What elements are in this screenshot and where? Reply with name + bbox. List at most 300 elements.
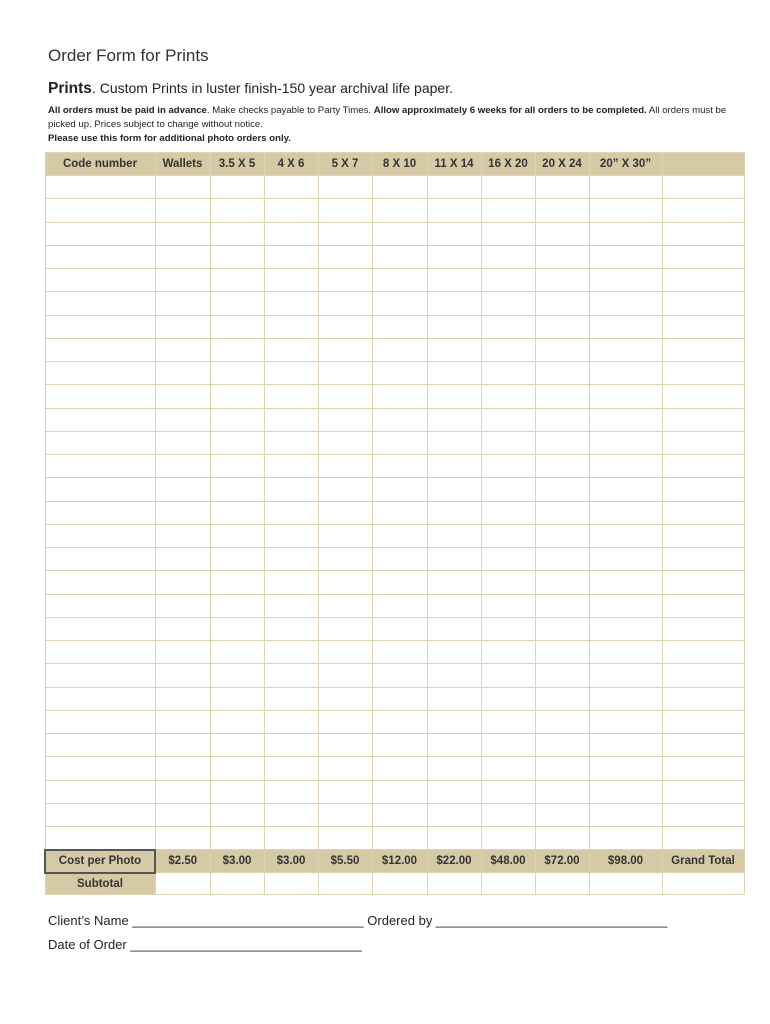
quantity-cell[interactable] bbox=[427, 734, 481, 757]
quantity-cell[interactable] bbox=[662, 478, 744, 501]
quantity-cell[interactable] bbox=[155, 827, 210, 850]
quantity-cell[interactable] bbox=[589, 315, 662, 338]
subtotal-cell[interactable] bbox=[264, 873, 318, 895]
quantity-cell[interactable] bbox=[264, 687, 318, 710]
quantity-cell[interactable] bbox=[372, 431, 427, 454]
quantity-cell[interactable] bbox=[210, 362, 264, 385]
quantity-cell[interactable] bbox=[662, 803, 744, 826]
quantity-cell[interactable] bbox=[481, 664, 535, 687]
quantity-cell[interactable] bbox=[210, 269, 264, 292]
quantity-cell[interactable] bbox=[481, 548, 535, 571]
quantity-cell[interactable] bbox=[481, 362, 535, 385]
quantity-cell[interactable] bbox=[589, 548, 662, 571]
quantity-cell[interactable] bbox=[155, 455, 210, 478]
quantity-cell[interactable] bbox=[264, 548, 318, 571]
quantity-cell[interactable] bbox=[155, 245, 210, 268]
quantity-cell[interactable] bbox=[210, 687, 264, 710]
quantity-cell[interactable] bbox=[155, 664, 210, 687]
code-number-cell[interactable] bbox=[45, 664, 155, 687]
quantity-cell[interactable] bbox=[372, 687, 427, 710]
subtotal-cell[interactable] bbox=[427, 873, 481, 895]
quantity-cell[interactable] bbox=[427, 617, 481, 640]
quantity-cell[interactable] bbox=[535, 245, 589, 268]
quantity-cell[interactable] bbox=[372, 710, 427, 733]
quantity-cell[interactable] bbox=[372, 827, 427, 850]
quantity-cell[interactable] bbox=[318, 269, 372, 292]
subtotal-cell[interactable] bbox=[481, 873, 535, 895]
quantity-cell[interactable] bbox=[535, 827, 589, 850]
quantity-cell[interactable] bbox=[318, 222, 372, 245]
quantity-cell[interactable] bbox=[481, 524, 535, 547]
quantity-cell[interactable] bbox=[372, 571, 427, 594]
quantity-cell[interactable] bbox=[318, 548, 372, 571]
quantity-cell[interactable] bbox=[535, 431, 589, 454]
quantity-cell[interactable] bbox=[589, 408, 662, 431]
quantity-cell[interactable] bbox=[535, 385, 589, 408]
quantity-cell[interactable] bbox=[481, 292, 535, 315]
quantity-cell[interactable] bbox=[481, 478, 535, 501]
quantity-cell[interactable] bbox=[535, 338, 589, 361]
quantity-cell[interactable] bbox=[264, 734, 318, 757]
quantity-cell[interactable] bbox=[318, 571, 372, 594]
quantity-cell[interactable] bbox=[589, 176, 662, 199]
quantity-cell[interactable] bbox=[155, 548, 210, 571]
quantity-cell[interactable] bbox=[210, 548, 264, 571]
quantity-cell[interactable] bbox=[264, 710, 318, 733]
quantity-cell[interactable] bbox=[372, 176, 427, 199]
quantity-cell[interactable] bbox=[372, 362, 427, 385]
quantity-cell[interactable] bbox=[589, 594, 662, 617]
quantity-cell[interactable] bbox=[155, 710, 210, 733]
code-number-cell[interactable] bbox=[45, 780, 155, 803]
quantity-cell[interactable] bbox=[481, 338, 535, 361]
quantity-cell[interactable] bbox=[210, 571, 264, 594]
quantity-cell[interactable] bbox=[589, 524, 662, 547]
quantity-cell[interactable] bbox=[318, 803, 372, 826]
quantity-cell[interactable] bbox=[481, 780, 535, 803]
quantity-cell[interactable] bbox=[481, 199, 535, 222]
quantity-cell[interactable] bbox=[481, 501, 535, 524]
quantity-cell[interactable] bbox=[318, 408, 372, 431]
quantity-cell[interactable] bbox=[481, 222, 535, 245]
quantity-cell[interactable] bbox=[264, 780, 318, 803]
quantity-cell[interactable] bbox=[535, 594, 589, 617]
quantity-cell[interactable] bbox=[155, 431, 210, 454]
quantity-cell[interactable] bbox=[318, 594, 372, 617]
quantity-cell[interactable] bbox=[264, 617, 318, 640]
quantity-cell[interactable] bbox=[264, 199, 318, 222]
quantity-cell[interactable] bbox=[662, 245, 744, 268]
quantity-cell[interactable] bbox=[372, 385, 427, 408]
quantity-cell[interactable] bbox=[264, 385, 318, 408]
quantity-cell[interactable] bbox=[589, 664, 662, 687]
quantity-cell[interactable] bbox=[589, 362, 662, 385]
quantity-cell[interactable] bbox=[427, 641, 481, 664]
quantity-cell[interactable] bbox=[372, 803, 427, 826]
quantity-cell[interactable] bbox=[481, 687, 535, 710]
quantity-cell[interactable] bbox=[372, 338, 427, 361]
code-number-cell[interactable] bbox=[45, 548, 155, 571]
quantity-cell[interactable] bbox=[589, 641, 662, 664]
quantity-cell[interactable] bbox=[662, 524, 744, 547]
quantity-cell[interactable] bbox=[481, 455, 535, 478]
subtotal-cell[interactable] bbox=[589, 873, 662, 895]
quantity-cell[interactable] bbox=[372, 594, 427, 617]
quantity-cell[interactable] bbox=[589, 478, 662, 501]
code-number-cell[interactable] bbox=[45, 571, 155, 594]
quantity-cell[interactable] bbox=[210, 199, 264, 222]
quantity-cell[interactable] bbox=[318, 617, 372, 640]
code-number-cell[interactable] bbox=[45, 594, 155, 617]
quantity-cell[interactable] bbox=[155, 734, 210, 757]
quantity-cell[interactable] bbox=[155, 478, 210, 501]
code-number-cell[interactable] bbox=[45, 803, 155, 826]
quantity-cell[interactable] bbox=[481, 408, 535, 431]
quantity-cell[interactable] bbox=[372, 245, 427, 268]
client-name-field[interactable]: Client’s Name ________________________________ bbox=[48, 913, 364, 928]
quantity-cell[interactable] bbox=[264, 641, 318, 664]
quantity-cell[interactable] bbox=[372, 548, 427, 571]
subtotal-cell[interactable] bbox=[535, 873, 589, 895]
quantity-cell[interactable] bbox=[210, 780, 264, 803]
quantity-cell[interactable] bbox=[589, 501, 662, 524]
quantity-cell[interactable] bbox=[372, 199, 427, 222]
quantity-cell[interactable] bbox=[427, 199, 481, 222]
quantity-cell[interactable] bbox=[589, 455, 662, 478]
code-number-cell[interactable] bbox=[45, 269, 155, 292]
quantity-cell[interactable] bbox=[210, 524, 264, 547]
quantity-cell[interactable] bbox=[210, 176, 264, 199]
quantity-cell[interactable] bbox=[210, 455, 264, 478]
quantity-cell[interactable] bbox=[155, 687, 210, 710]
quantity-cell[interactable] bbox=[589, 617, 662, 640]
code-number-cell[interactable] bbox=[45, 408, 155, 431]
quantity-cell[interactable] bbox=[264, 245, 318, 268]
quantity-cell[interactable] bbox=[210, 385, 264, 408]
quantity-cell[interactable] bbox=[481, 827, 535, 850]
quantity-cell[interactable] bbox=[662, 687, 744, 710]
subtotal-cell[interactable] bbox=[155, 873, 210, 895]
quantity-cell[interactable] bbox=[155, 176, 210, 199]
quantity-cell[interactable] bbox=[589, 757, 662, 780]
quantity-cell[interactable] bbox=[318, 245, 372, 268]
grand-total-cell[interactable] bbox=[662, 873, 744, 895]
quantity-cell[interactable] bbox=[481, 710, 535, 733]
quantity-cell[interactable] bbox=[155, 501, 210, 524]
quantity-cell[interactable] bbox=[372, 292, 427, 315]
quantity-cell[interactable] bbox=[662, 827, 744, 850]
quantity-cell[interactable] bbox=[264, 408, 318, 431]
quantity-cell[interactable] bbox=[535, 362, 589, 385]
quantity-cell[interactable] bbox=[318, 524, 372, 547]
quantity-cell[interactable] bbox=[155, 269, 210, 292]
quantity-cell[interactable] bbox=[318, 664, 372, 687]
quantity-cell[interactable] bbox=[372, 757, 427, 780]
quantity-cell[interactable] bbox=[662, 199, 744, 222]
quantity-cell[interactable] bbox=[210, 617, 264, 640]
quantity-cell[interactable] bbox=[481, 431, 535, 454]
quantity-cell[interactable] bbox=[535, 222, 589, 245]
quantity-cell[interactable] bbox=[662, 315, 744, 338]
quantity-cell[interactable] bbox=[427, 780, 481, 803]
quantity-cell[interactable] bbox=[535, 176, 589, 199]
quantity-cell[interactable] bbox=[589, 710, 662, 733]
quantity-cell[interactable] bbox=[535, 292, 589, 315]
quantity-cell[interactable] bbox=[210, 594, 264, 617]
quantity-cell[interactable] bbox=[264, 292, 318, 315]
quantity-cell[interactable] bbox=[155, 338, 210, 361]
quantity-cell[interactable] bbox=[210, 501, 264, 524]
quantity-cell[interactable] bbox=[318, 757, 372, 780]
quantity-cell[interactable] bbox=[662, 617, 744, 640]
quantity-cell[interactable] bbox=[372, 501, 427, 524]
quantity-cell[interactable] bbox=[372, 222, 427, 245]
quantity-cell[interactable] bbox=[589, 292, 662, 315]
code-number-cell[interactable] bbox=[45, 222, 155, 245]
quantity-cell[interactable] bbox=[481, 757, 535, 780]
quantity-cell[interactable] bbox=[155, 803, 210, 826]
code-number-cell[interactable] bbox=[45, 524, 155, 547]
code-number-cell[interactable] bbox=[45, 687, 155, 710]
quantity-cell[interactable] bbox=[481, 571, 535, 594]
code-number-cell[interactable] bbox=[45, 292, 155, 315]
quantity-cell[interactable] bbox=[318, 315, 372, 338]
quantity-cell[interactable] bbox=[264, 571, 318, 594]
quantity-cell[interactable] bbox=[318, 734, 372, 757]
quantity-cell[interactable] bbox=[535, 501, 589, 524]
quantity-cell[interactable] bbox=[662, 757, 744, 780]
quantity-cell[interactable] bbox=[662, 292, 744, 315]
quantity-cell[interactable] bbox=[264, 594, 318, 617]
code-number-cell[interactable] bbox=[45, 199, 155, 222]
quantity-cell[interactable] bbox=[155, 571, 210, 594]
quantity-cell[interactable] bbox=[427, 245, 481, 268]
quantity-cell[interactable] bbox=[535, 548, 589, 571]
quantity-cell[interactable] bbox=[427, 594, 481, 617]
quantity-cell[interactable] bbox=[589, 269, 662, 292]
quantity-cell[interactable] bbox=[662, 455, 744, 478]
quantity-cell[interactable] bbox=[372, 524, 427, 547]
quantity-cell[interactable] bbox=[210, 245, 264, 268]
code-number-cell[interactable] bbox=[45, 176, 155, 199]
quantity-cell[interactable] bbox=[427, 222, 481, 245]
quantity-cell[interactable] bbox=[662, 362, 744, 385]
quantity-cell[interactable] bbox=[318, 455, 372, 478]
quantity-cell[interactable] bbox=[481, 803, 535, 826]
quantity-cell[interactable] bbox=[589, 803, 662, 826]
quantity-cell[interactable] bbox=[318, 385, 372, 408]
quantity-cell[interactable] bbox=[210, 222, 264, 245]
code-number-cell[interactable] bbox=[45, 315, 155, 338]
quantity-cell[interactable] bbox=[427, 664, 481, 687]
quantity-cell[interactable] bbox=[427, 431, 481, 454]
quantity-cell[interactable] bbox=[155, 617, 210, 640]
quantity-cell[interactable] bbox=[535, 455, 589, 478]
quantity-cell[interactable] bbox=[264, 222, 318, 245]
quantity-cell[interactable] bbox=[318, 710, 372, 733]
quantity-cell[interactable] bbox=[318, 641, 372, 664]
code-number-cell[interactable] bbox=[45, 501, 155, 524]
quantity-cell[interactable] bbox=[589, 385, 662, 408]
quantity-cell[interactable] bbox=[535, 269, 589, 292]
quantity-cell[interactable] bbox=[589, 827, 662, 850]
quantity-cell[interactable] bbox=[589, 571, 662, 594]
quantity-cell[interactable] bbox=[535, 687, 589, 710]
quantity-cell[interactable] bbox=[481, 594, 535, 617]
quantity-cell[interactable] bbox=[264, 338, 318, 361]
code-number-cell[interactable] bbox=[45, 617, 155, 640]
quantity-cell[interactable] bbox=[427, 176, 481, 199]
quantity-cell[interactable] bbox=[372, 269, 427, 292]
quantity-cell[interactable] bbox=[662, 780, 744, 803]
quantity-cell[interactable] bbox=[662, 269, 744, 292]
quantity-cell[interactable] bbox=[589, 199, 662, 222]
quantity-cell[interactable] bbox=[372, 455, 427, 478]
quantity-cell[interactable] bbox=[427, 362, 481, 385]
date-of-order-field[interactable]: Date of Order ________________________________ bbox=[48, 937, 362, 952]
quantity-cell[interactable] bbox=[372, 408, 427, 431]
quantity-cell[interactable] bbox=[662, 641, 744, 664]
quantity-cell[interactable] bbox=[264, 501, 318, 524]
quantity-cell[interactable] bbox=[155, 524, 210, 547]
quantity-cell[interactable] bbox=[155, 594, 210, 617]
subtotal-cell[interactable] bbox=[210, 873, 264, 895]
quantity-cell[interactable] bbox=[318, 292, 372, 315]
code-number-cell[interactable] bbox=[45, 338, 155, 361]
quantity-cell[interactable] bbox=[662, 594, 744, 617]
quantity-cell[interactable] bbox=[662, 501, 744, 524]
quantity-cell[interactable] bbox=[372, 478, 427, 501]
quantity-cell[interactable] bbox=[155, 641, 210, 664]
quantity-cell[interactable] bbox=[589, 734, 662, 757]
quantity-cell[interactable] bbox=[210, 803, 264, 826]
quantity-cell[interactable] bbox=[318, 478, 372, 501]
quantity-cell[interactable] bbox=[264, 757, 318, 780]
quantity-cell[interactable] bbox=[535, 617, 589, 640]
quantity-cell[interactable] bbox=[427, 501, 481, 524]
quantity-cell[interactable] bbox=[481, 315, 535, 338]
quantity-cell[interactable] bbox=[535, 571, 589, 594]
quantity-cell[interactable] bbox=[589, 245, 662, 268]
quantity-cell[interactable] bbox=[210, 710, 264, 733]
quantity-cell[interactable] bbox=[318, 176, 372, 199]
code-number-cell[interactable] bbox=[45, 362, 155, 385]
quantity-cell[interactable] bbox=[589, 431, 662, 454]
quantity-cell[interactable] bbox=[155, 757, 210, 780]
quantity-cell[interactable] bbox=[481, 176, 535, 199]
quantity-cell[interactable] bbox=[427, 548, 481, 571]
quantity-cell[interactable] bbox=[662, 385, 744, 408]
quantity-cell[interactable] bbox=[264, 431, 318, 454]
quantity-cell[interactable] bbox=[210, 827, 264, 850]
quantity-cell[interactable] bbox=[662, 222, 744, 245]
quantity-cell[interactable] bbox=[427, 455, 481, 478]
quantity-cell[interactable] bbox=[427, 385, 481, 408]
quantity-cell[interactable] bbox=[481, 617, 535, 640]
quantity-cell[interactable] bbox=[210, 338, 264, 361]
quantity-cell[interactable] bbox=[155, 292, 210, 315]
code-number-cell[interactable] bbox=[45, 385, 155, 408]
quantity-cell[interactable] bbox=[318, 687, 372, 710]
quantity-cell[interactable] bbox=[155, 780, 210, 803]
quantity-cell[interactable] bbox=[589, 780, 662, 803]
quantity-cell[interactable] bbox=[264, 478, 318, 501]
quantity-cell[interactable] bbox=[481, 641, 535, 664]
quantity-cell[interactable] bbox=[481, 385, 535, 408]
quantity-cell[interactable] bbox=[535, 641, 589, 664]
quantity-cell[interactable] bbox=[662, 176, 744, 199]
quantity-cell[interactable] bbox=[155, 222, 210, 245]
quantity-cell[interactable] bbox=[427, 292, 481, 315]
quantity-cell[interactable] bbox=[210, 734, 264, 757]
quantity-cell[interactable] bbox=[662, 408, 744, 431]
quantity-cell[interactable] bbox=[264, 362, 318, 385]
quantity-cell[interactable] bbox=[372, 315, 427, 338]
code-number-cell[interactable] bbox=[45, 710, 155, 733]
quantity-cell[interactable] bbox=[318, 827, 372, 850]
quantity-cell[interactable] bbox=[662, 431, 744, 454]
quantity-cell[interactable] bbox=[264, 315, 318, 338]
quantity-cell[interactable] bbox=[155, 199, 210, 222]
quantity-cell[interactable] bbox=[264, 524, 318, 547]
code-number-cell[interactable] bbox=[45, 757, 155, 780]
quantity-cell[interactable] bbox=[210, 315, 264, 338]
code-number-cell[interactable] bbox=[45, 478, 155, 501]
quantity-cell[interactable] bbox=[427, 478, 481, 501]
quantity-cell[interactable] bbox=[589, 338, 662, 361]
code-number-cell[interactable] bbox=[45, 641, 155, 664]
code-number-cell[interactable] bbox=[45, 827, 155, 850]
quantity-cell[interactable] bbox=[535, 757, 589, 780]
quantity-cell[interactable] bbox=[264, 269, 318, 292]
quantity-cell[interactable] bbox=[427, 687, 481, 710]
quantity-cell[interactable] bbox=[264, 803, 318, 826]
quantity-cell[interactable] bbox=[318, 780, 372, 803]
quantity-cell[interactable] bbox=[318, 501, 372, 524]
quantity-cell[interactable] bbox=[535, 199, 589, 222]
quantity-cell[interactable] bbox=[427, 710, 481, 733]
quantity-cell[interactable] bbox=[535, 803, 589, 826]
quantity-cell[interactable] bbox=[535, 524, 589, 547]
quantity-cell[interactable] bbox=[481, 734, 535, 757]
quantity-cell[interactable] bbox=[264, 176, 318, 199]
quantity-cell[interactable] bbox=[427, 803, 481, 826]
subtotal-cell[interactable] bbox=[318, 873, 372, 895]
subtotal-cell[interactable] bbox=[372, 873, 427, 895]
quantity-cell[interactable] bbox=[535, 664, 589, 687]
quantity-cell[interactable] bbox=[535, 710, 589, 733]
quantity-cell[interactable] bbox=[535, 315, 589, 338]
quantity-cell[interactable] bbox=[210, 292, 264, 315]
quantity-cell[interactable] bbox=[264, 664, 318, 687]
quantity-cell[interactable] bbox=[535, 408, 589, 431]
quantity-cell[interactable] bbox=[535, 734, 589, 757]
quantity-cell[interactable] bbox=[589, 687, 662, 710]
quantity-cell[interactable] bbox=[372, 641, 427, 664]
quantity-cell[interactable] bbox=[535, 780, 589, 803]
quantity-cell[interactable] bbox=[427, 524, 481, 547]
quantity-cell[interactable] bbox=[427, 338, 481, 361]
quantity-cell[interactable] bbox=[372, 664, 427, 687]
quantity-cell[interactable] bbox=[210, 641, 264, 664]
quantity-cell[interactable] bbox=[264, 455, 318, 478]
code-number-cell[interactable] bbox=[45, 455, 155, 478]
quantity-cell[interactable] bbox=[427, 408, 481, 431]
quantity-cell[interactable] bbox=[264, 827, 318, 850]
quantity-cell[interactable] bbox=[662, 664, 744, 687]
quantity-cell[interactable] bbox=[427, 315, 481, 338]
quantity-cell[interactable] bbox=[318, 338, 372, 361]
